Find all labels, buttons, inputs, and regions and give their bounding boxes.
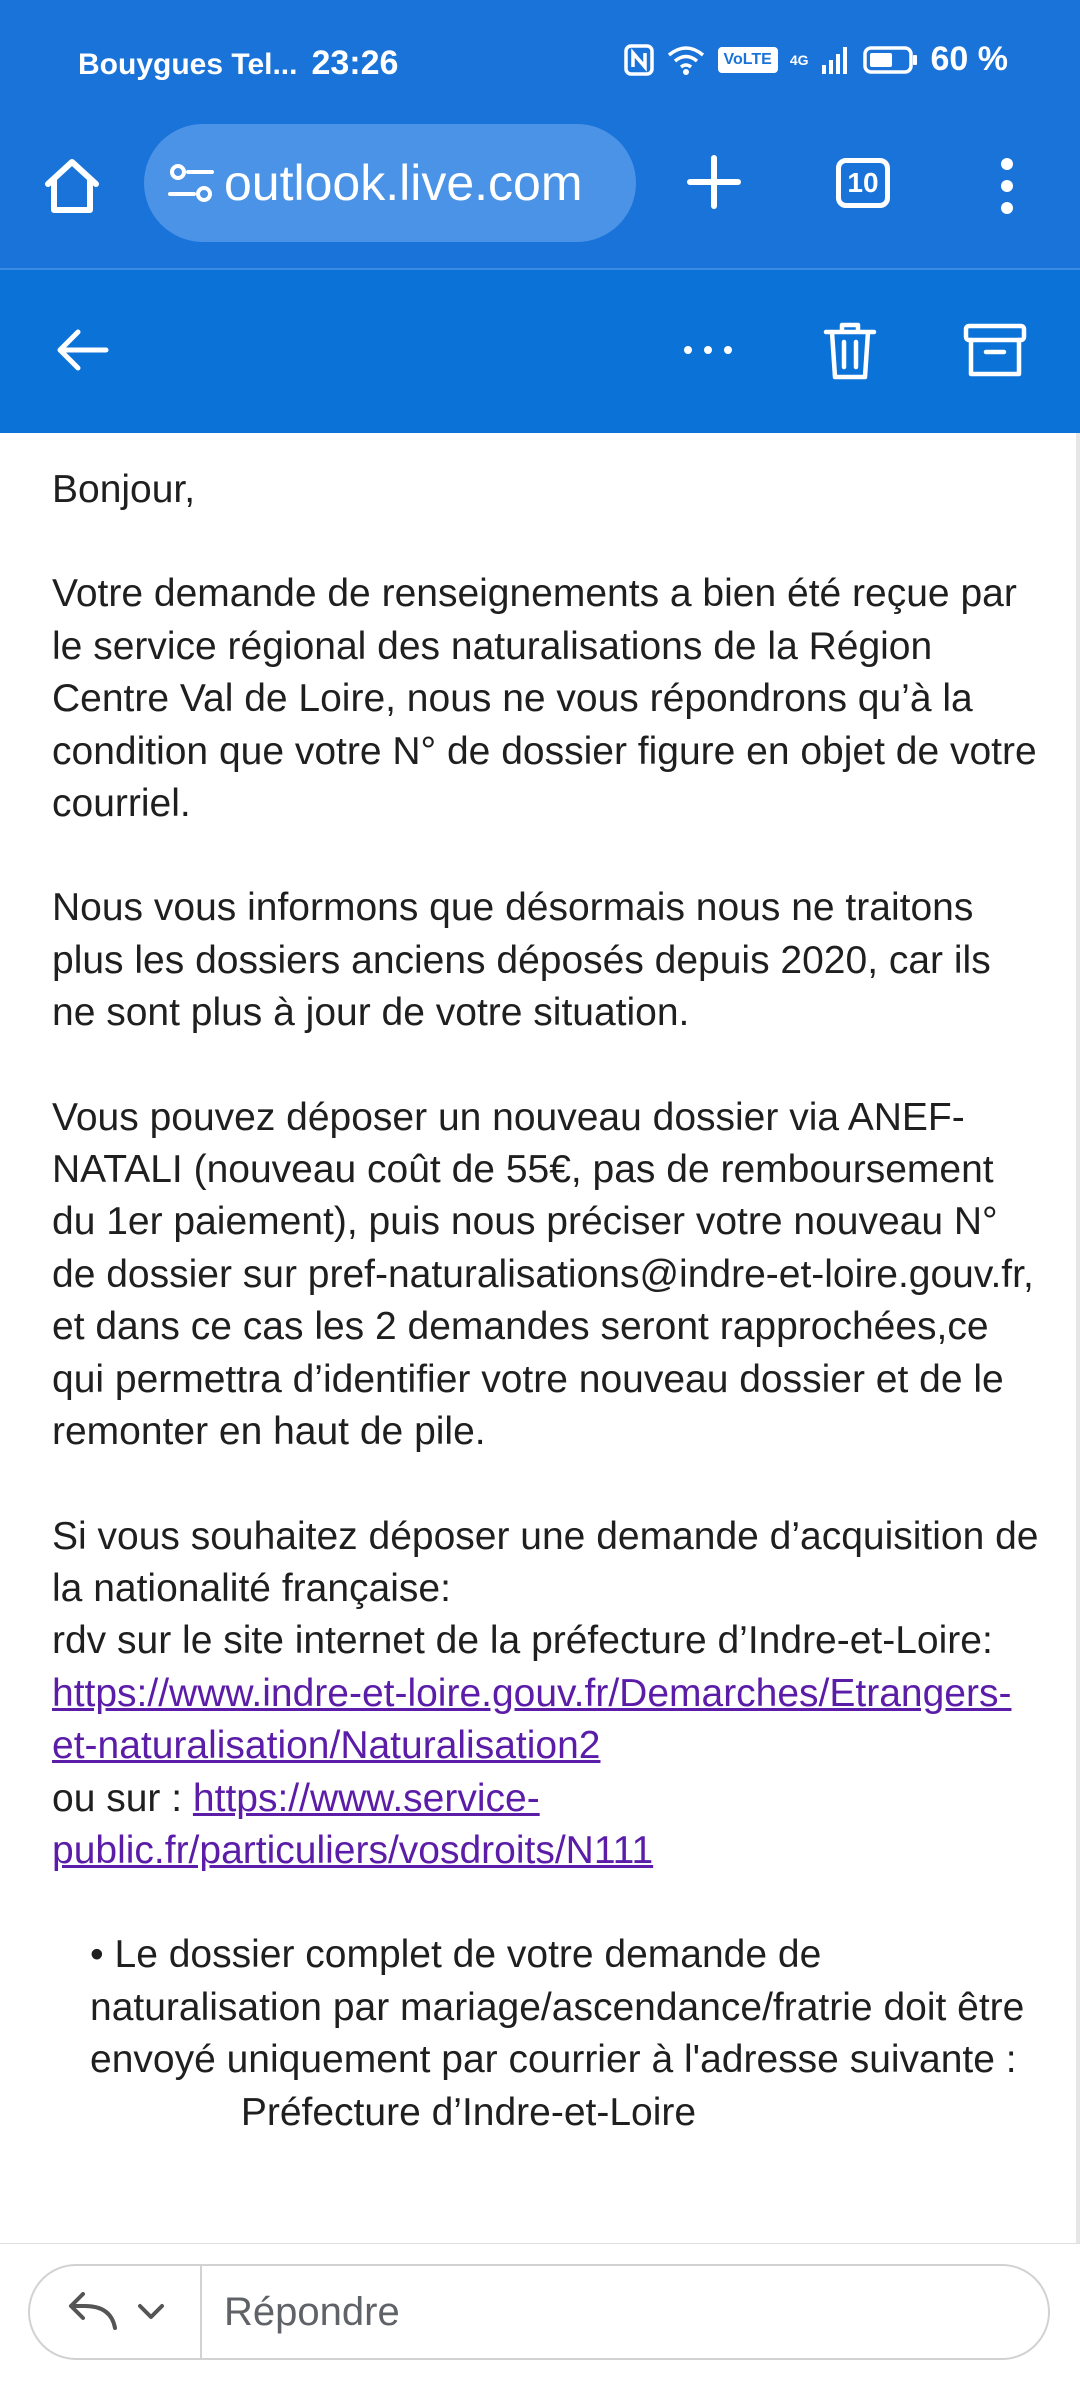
network-type: 4G — [789, 51, 809, 68]
paragraph-old-files: Nous vous informons que désormais nous ne traitons plus les dossiers anciens déposés depuis 2020, car ils ne sont plus à jour de votre situation. — [52, 886, 991, 1035]
browser-menu-button[interactable] — [990, 154, 1024, 218]
browser-toolbar — [0, 128, 1080, 268]
battery-level: 60 % — [930, 40, 1008, 78]
arrow-left-icon — [52, 320, 112, 380]
tab-switcher-button[interactable] — [836, 158, 890, 208]
scrollbar[interactable] — [1076, 433, 1080, 2243]
site-settings-icon[interactable] — [166, 158, 216, 208]
prefecture-site-text: rdv sur le site internet de la préfecture d’Indre-et-Loire: — [52, 1619, 993, 1663]
back-button[interactable] — [52, 320, 112, 385]
service-public-link[interactable]: https://www.service-public.fr/particuliers/vosdroits/N111 — [52, 1776, 654, 1872]
reply-box[interactable] — [28, 2264, 1050, 2360]
trash-icon — [820, 320, 880, 382]
signal-icon — [821, 45, 851, 75]
nfc-icon — [624, 44, 654, 76]
tab-count: 10 — [847, 167, 879, 198]
paragraph-received: Votre demande de renseignements a bien été reçue par le service régional des naturalisations de la Région Centre Val de Loire, nous ne vous répondrons qu’à la condition que votre N° de dossier figure en objet de votre courriel. — [52, 572, 1037, 826]
more-horizontal-icon — [678, 320, 738, 380]
volte-badge: VoLTE — [718, 47, 778, 73]
more-actions-button[interactable] — [678, 320, 738, 385]
greeting: Bonjour, — [52, 468, 196, 511]
archive-button[interactable] — [962, 320, 1028, 385]
reply-options-button[interactable] — [30, 2266, 202, 2358]
paragraph-new-file: Vous pouvez déposer un nouveau dossier via ANEF-NATALI (nouveau coût de 55€, pas de remboursement du 1er paiement), puis nous préciser votre nouveau N° de dossier sur pref-naturalisations@indre-et-loire.gouv.fr, et dans ce cas les 2 demandes seront rapprochées,ce qui permettra d’identifier votre nouveau dossier et de le remonter en haut de pile. — [52, 1095, 1034, 1454]
status-right — [624, 40, 1008, 79]
plus-icon — [682, 150, 746, 214]
clock: 23:26 — [311, 44, 399, 82]
home-button[interactable] — [40, 154, 104, 218]
bullet-address: Préfecture d’Indre-et-Loire — [240, 2090, 697, 2134]
wifi-icon — [666, 44, 706, 76]
url-text: outlook.live.com — [224, 155, 583, 211]
status-left — [78, 44, 398, 83]
address-bar[interactable] — [144, 124, 636, 242]
carrier-name: Bouygues Tel... — [78, 48, 298, 81]
prefecture-link[interactable]: https://www.indre-et-loire.gouv.fr/Demarches/Etrangers-et-naturalisation/Naturalisation2 — [52, 1671, 1012, 1768]
chevron-down-icon — [137, 2303, 165, 2321]
bullet-text: Le dossier complet de votre demande de naturalisation par mariage/ascendance/fratrie doit être envoyé uniquement par courrier à l'adresse suivante : — [90, 1933, 1025, 2082]
new-tab-button[interactable] — [682, 150, 746, 214]
reply-arrow-icon — [65, 2292, 119, 2332]
or-text: ou sur : — [52, 1776, 183, 1820]
delete-button[interactable] — [820, 320, 880, 387]
email-body — [52, 464, 1042, 2191]
bullet-item: • Le dossier complet de votre demande de naturalisation par mariage/ascendance/fratrie doit être envoyé uniquement par courrier à l'adresse suivante : Préfecture d’Indre-et-Loire — [90, 1933, 1025, 2134]
reply-input[interactable]: Répondre — [224, 2289, 400, 2334]
acquisition-intro: Si vous souhaitez déposer une demande d’acquisition de la nationalité française: — [52, 1514, 1039, 1610]
home-icon — [40, 154, 104, 218]
status-bar — [0, 0, 1080, 128]
paragraph-acquisition — [52, 1511, 1042, 1878]
reply-bar — [0, 2243, 1080, 2389]
more-vertical-icon — [990, 154, 1024, 218]
battery-icon — [863, 45, 919, 75]
archive-icon — [962, 320, 1028, 380]
mail-toolbar — [0, 268, 1080, 433]
